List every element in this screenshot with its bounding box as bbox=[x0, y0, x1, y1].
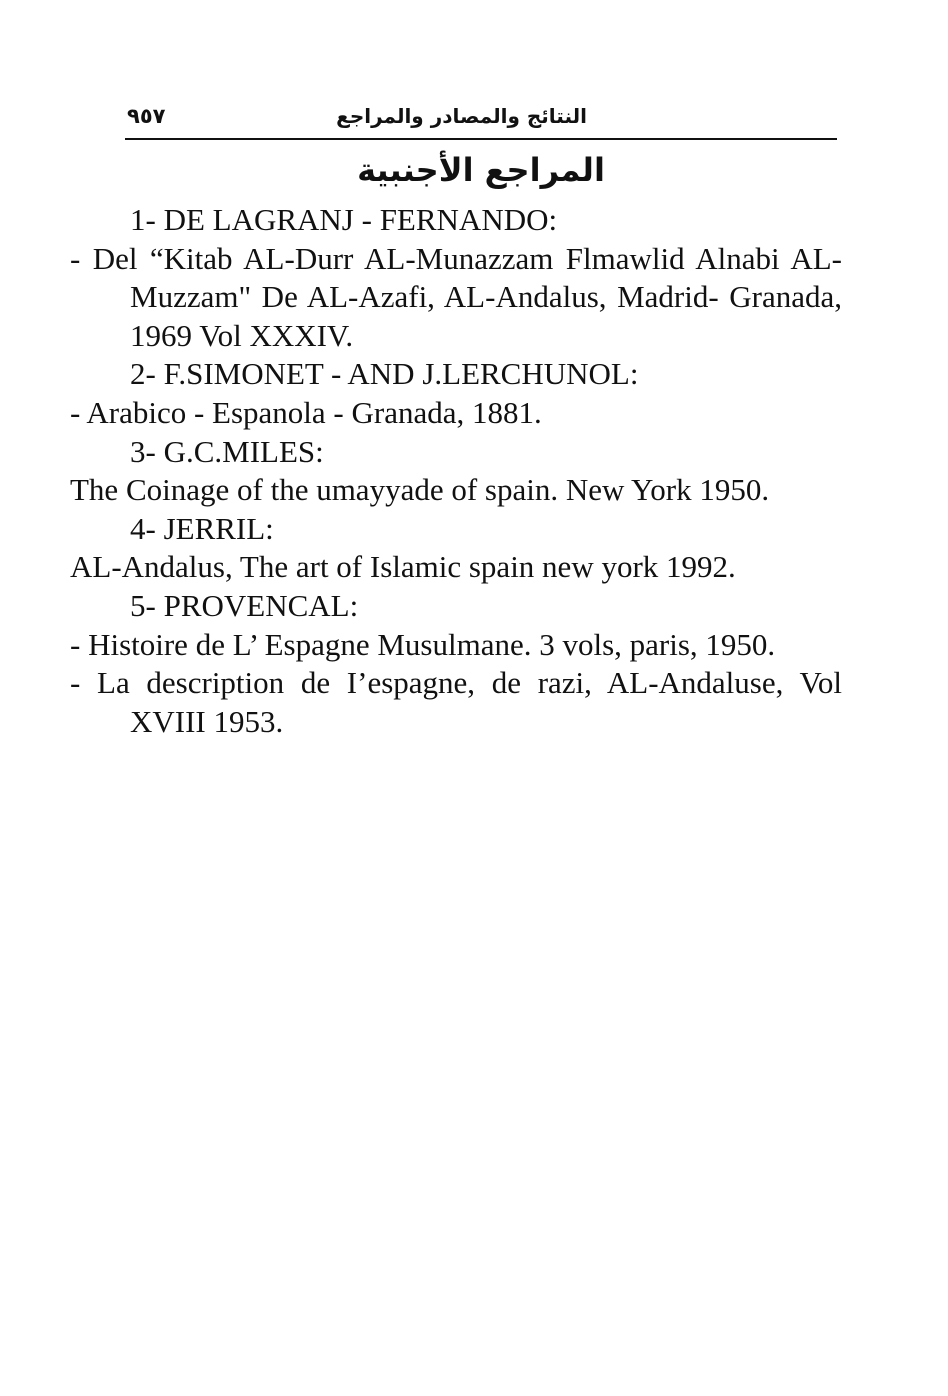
reference-heading: 4- JERRIL: bbox=[130, 510, 274, 546]
page-number: ٩٥٧ bbox=[127, 104, 166, 128]
running-header bbox=[125, 104, 837, 140]
reference-heading: 1- DE LAGRANJ - FERNANDO: bbox=[130, 202, 558, 237]
reference-entry: The Coinage of the umayyade of spain. New York 1950. bbox=[70, 472, 770, 508]
reference-list bbox=[70, 201, 842, 741]
reference-entry: - Arabico - Espanola - Granada, 1881. bbox=[70, 394, 542, 430]
reference-entry: - La description de I’espagne, de razi, AL-Andaluse, Vol XVIII 1953. bbox=[70, 665, 842, 739]
reference-entry: AL-Andalus, The art of Islamic spain new york 1992. bbox=[70, 549, 736, 585]
reference-heading: 2- F.SIMONET - AND J.LERCHUNOL: bbox=[130, 356, 639, 392]
running-title: النتائج والمصادر والمراجع bbox=[336, 104, 587, 128]
reference-entry: - Del “Kitab AL-Durr AL-Munazzam Flmawlid Alnabi AL-Muzzam" De AL-Azafi, AL-Andalus, Madrid- Granada, 1969 Vol XXXIV. bbox=[70, 240, 842, 353]
reference-entry: - Histoire de L’ Espagne Musulmane. 3 vols, paris, 1950. bbox=[70, 626, 776, 662]
reference-heading: 3- G.C.MILES: bbox=[130, 433, 324, 469]
reference-heading: 5- PROVENCAL: bbox=[130, 587, 359, 623]
section-title: المراجع الأجنبية bbox=[357, 151, 605, 189]
